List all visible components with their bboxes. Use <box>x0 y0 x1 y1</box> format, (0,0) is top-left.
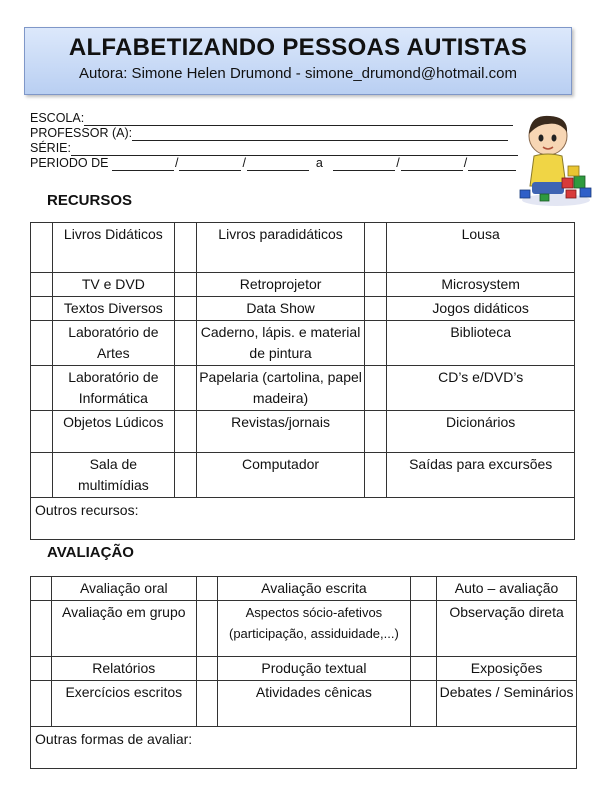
option-cell: Dicionários <box>387 411 575 453</box>
checkbox-cell[interactable] <box>31 411 53 453</box>
option-cell: Atividades cênicas <box>217 681 411 727</box>
other-field[interactable]: Outras formas de avaliar: <box>31 727 577 769</box>
option-cell: Exposições <box>437 657 577 681</box>
checkbox-cell[interactable] <box>365 297 387 321</box>
date-slash: / <box>396 156 400 170</box>
start-day-field[interactable] <box>112 158 174 171</box>
checkbox-cell[interactable] <box>174 321 196 366</box>
checkbox-cell[interactable] <box>196 601 217 657</box>
option-cell: Avaliação escrita <box>217 577 411 601</box>
option-cell: Livros paradidáticos <box>196 223 365 273</box>
option-cell: TV e DVD <box>52 273 174 297</box>
checkbox-cell[interactable] <box>31 657 52 681</box>
checkbox-cell[interactable] <box>365 321 387 366</box>
recursos-heading: RECURSOS <box>47 192 133 209</box>
checkbox-cell[interactable] <box>31 297 53 321</box>
table-row <box>31 681 577 727</box>
table-row <box>31 223 575 273</box>
checkbox-cell[interactable] <box>365 453 387 498</box>
option-cell: Laboratório de Informática <box>52 366 174 411</box>
option-cell: Relatórios <box>51 657 196 681</box>
checkbox-cell[interactable] <box>174 297 196 321</box>
option-cell: Avaliação em grupo <box>51 601 196 657</box>
checkbox-cell[interactable] <box>174 366 196 411</box>
checkbox-cell[interactable] <box>174 273 196 297</box>
author-line: Autora: Simone Helen Drumond - simone_drumond@hotmail.com <box>79 65 517 82</box>
table-row <box>31 498 575 540</box>
start-month-field[interactable] <box>179 158 241 171</box>
end-day-field[interactable] <box>333 158 395 171</box>
table-row <box>31 727 577 769</box>
period-to-label: a <box>315 156 323 170</box>
checkbox-cell[interactable] <box>365 223 387 273</box>
option-cell: Aspectos sócio-afetivos (participação, assiduidade,...) <box>217 601 411 657</box>
option-cell: CD’s e/DVD’s <box>387 366 575 411</box>
other-field[interactable]: Outros recursos: <box>31 498 575 540</box>
option-cell: Papelaria (cartolina, papel madeira) <box>196 366 365 411</box>
checkbox-cell[interactable] <box>174 411 196 453</box>
option-cell: Retroprojetor <box>196 273 365 297</box>
option-cell: Lousa <box>387 223 575 273</box>
checkbox-cell[interactable] <box>31 577 52 601</box>
avaliacao-heading: AVALIAÇÃO <box>47 544 134 561</box>
checkbox-cell[interactable] <box>365 366 387 411</box>
avaliacao-table <box>30 576 577 769</box>
checkbox-cell[interactable] <box>31 601 52 657</box>
checkbox-cell[interactable] <box>196 681 217 727</box>
option-cell: Saídas para excursões <box>387 453 575 498</box>
school-info-form <box>30 111 518 171</box>
option-cell: Debates / Seminários <box>437 681 577 727</box>
table-row <box>31 321 575 366</box>
checkbox-cell[interactable] <box>411 657 437 681</box>
checkbox-cell[interactable] <box>31 223 53 273</box>
option-cell: Livros Didáticos <box>52 223 174 273</box>
end-month-field[interactable] <box>401 158 463 171</box>
recursos-table <box>30 222 575 540</box>
option-cell: Revistas/jornais <box>196 411 365 453</box>
table-row <box>31 453 575 498</box>
option-cell: Avaliação oral <box>51 577 196 601</box>
checkbox-cell[interactable] <box>31 366 53 411</box>
header-banner <box>24 27 572 95</box>
escola-field[interactable] <box>84 113 513 126</box>
option-cell: Auto – avaliação <box>437 577 577 601</box>
option-cell: Laboratório de Artes <box>52 321 174 366</box>
periodo-label: PERIODO DE <box>30 156 109 170</box>
start-year-field[interactable] <box>247 158 309 171</box>
checkbox-cell[interactable] <box>411 577 437 601</box>
professor-label: PROFESSOR (A): <box>30 126 133 140</box>
professor-field[interactable] <box>132 128 508 141</box>
checkbox-cell[interactable] <box>411 601 437 657</box>
checkbox-cell[interactable] <box>365 411 387 453</box>
date-slash: / <box>463 156 468 170</box>
table-row <box>31 411 575 453</box>
escola-label: ESCOLA: <box>30 111 85 125</box>
option-cell: Caderno, lápis. e material de pintura <box>196 321 365 366</box>
table-row <box>31 657 577 681</box>
option-cell: Data Show <box>196 297 365 321</box>
date-slash: / <box>242 156 246 170</box>
checkbox-cell[interactable] <box>31 681 52 727</box>
checkbox-cell[interactable] <box>196 657 217 681</box>
serie-label: SÉRIE: <box>30 141 71 155</box>
option-cell: Objetos Lúdicos <box>52 411 174 453</box>
checkbox-cell[interactable] <box>31 453 53 498</box>
option-cell: Textos Diversos <box>52 297 174 321</box>
document-title: ALFABETIZANDO PESSOAS AUTISTAS <box>68 34 528 61</box>
table-row <box>31 601 577 657</box>
child-with-blocks-illustration <box>518 108 596 208</box>
table-row <box>31 297 575 321</box>
checkbox-cell[interactable] <box>31 273 53 297</box>
option-cell: Microsystem <box>387 273 575 297</box>
option-cell: Produção textual <box>217 657 411 681</box>
checkbox-cell[interactable] <box>196 577 217 601</box>
option-cell: Biblioteca <box>387 321 575 366</box>
checkbox-cell[interactable] <box>174 223 196 273</box>
option-cell: Computador <box>196 453 365 498</box>
checkbox-cell[interactable] <box>31 321 53 366</box>
option-cell: Sala de multimídias <box>52 453 174 498</box>
date-slash: / <box>174 156 179 170</box>
end-year-field[interactable] <box>468 158 516 171</box>
option-cell: Exercícios escritos <box>51 681 196 727</box>
table-row <box>31 577 577 601</box>
table-row <box>31 273 575 297</box>
checkbox-cell[interactable] <box>365 273 387 297</box>
option-cell: Jogos didáticos <box>387 297 575 321</box>
table-row <box>31 366 575 411</box>
serie-field[interactable] <box>71 143 518 156</box>
option-cell: Observação direta <box>437 601 577 657</box>
checkbox-cell[interactable] <box>411 681 437 727</box>
checkbox-cell[interactable] <box>174 453 196 498</box>
